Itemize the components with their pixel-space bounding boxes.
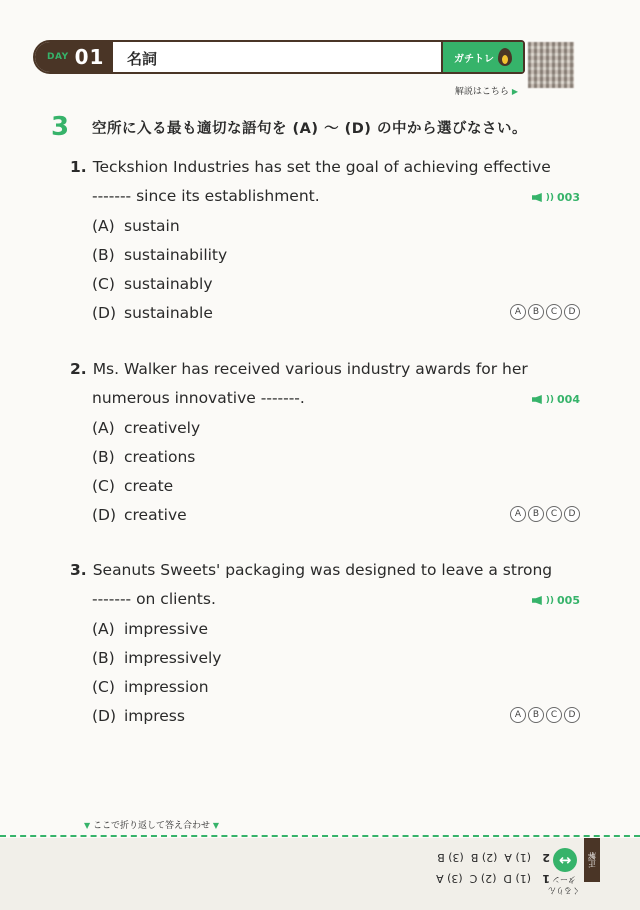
option-b: (B) sustainability xyxy=(92,246,228,264)
audio-track[interactable] xyxy=(532,594,580,607)
day-number: 01 xyxy=(74,45,105,69)
day-badge xyxy=(35,42,113,72)
option-d: (D) sustainable xyxy=(92,304,213,322)
audio-track[interactable] xyxy=(532,393,580,406)
sound-waves-icon: )) xyxy=(545,394,555,405)
day-header xyxy=(33,40,525,74)
gachi-label: ガチトレ xyxy=(454,53,494,65)
bubble-c[interactable]: C xyxy=(546,304,562,320)
option-c: (C) create xyxy=(92,477,174,495)
fire-icon xyxy=(498,48,512,66)
question-number: 3. xyxy=(70,561,87,579)
option-d: (D) creative xyxy=(92,506,187,524)
speaker-icon xyxy=(532,596,542,605)
sound-waves-icon: )) xyxy=(545,192,555,203)
bubble-d[interactable]: D xyxy=(564,707,580,723)
option-b: (B) creations xyxy=(92,448,196,466)
question-text: Ms. Walker has received various industry awards for her xyxy=(92,360,528,378)
question-line2: numerous innovative -------. xyxy=(92,389,305,407)
bubble-b[interactable]: B xyxy=(528,506,544,522)
day-label: DAY xyxy=(47,52,69,62)
option-a: (A) sustain xyxy=(92,217,180,235)
answer-row: 1 (1) D (2) C (3) A xyxy=(436,872,550,885)
bubble-a[interactable]: A xyxy=(510,304,526,320)
sound-waves-icon: )) xyxy=(545,595,555,606)
option-c: (C) sustainably xyxy=(92,275,213,293)
option-a: (A) creatively xyxy=(92,419,201,437)
question-line1 xyxy=(70,158,551,176)
speaker-icon xyxy=(532,395,542,404)
bubble-d[interactable]: D xyxy=(564,304,580,320)
bubble-a[interactable]: A xyxy=(510,707,526,723)
option-d: (D) impress xyxy=(92,707,185,725)
flip-arrows-icon: ↔ xyxy=(553,848,577,872)
answer-side-tab: 正解 xyxy=(584,838,600,882)
answer-row: 2 (1) A (2) B (3) B xyxy=(437,851,550,864)
bubble-b[interactable]: B xyxy=(528,304,544,320)
question-text: Seanuts Sweets' packaging was designed to leave a strong xyxy=(92,561,553,579)
audio-track-number: 005 xyxy=(557,594,580,607)
fold-note-text: ここで折り返して答え合わせ xyxy=(93,821,211,831)
section-instruction: 空所に入る最も適切な語句を (A) ～ (D) の中から選びなさい。 xyxy=(92,121,527,137)
bubble-c[interactable]: C xyxy=(546,707,562,723)
bubble-b[interactable]: B xyxy=(528,707,544,723)
speaker-icon xyxy=(532,193,542,202)
question-line2: ------- on clients. xyxy=(92,590,216,608)
fold-dashed-line xyxy=(0,835,640,837)
answer-bubbles xyxy=(510,707,580,723)
answer-bubbles xyxy=(510,304,580,320)
bubble-a[interactable]: A xyxy=(510,506,526,522)
question-line2: ------- since its establishment. xyxy=(92,187,320,205)
question-number: 1. xyxy=(70,158,87,176)
question-line1 xyxy=(70,360,528,378)
triangle-down-icon: ▼ xyxy=(84,821,91,830)
question-line1 xyxy=(70,561,552,579)
bubble-c[interactable]: C xyxy=(546,506,562,522)
section-number: 3 xyxy=(51,112,70,142)
triangle-down-icon: ▼ xyxy=(212,821,220,830)
explanation-link[interactable] xyxy=(455,84,518,97)
bubble-d[interactable]: D xyxy=(564,506,580,522)
audio-track[interactable] xyxy=(532,191,580,204)
flip-label: くるりんターン xyxy=(548,875,580,895)
question-text: Teckshion Industries has set the goal of achieving effective xyxy=(92,158,551,176)
chapter-title: 名詞 xyxy=(127,50,158,68)
option-a: (A) impressive xyxy=(92,620,208,638)
audio-track-number: 003 xyxy=(557,191,580,204)
gachi-training-badge xyxy=(441,42,523,72)
option-c: (C) impression xyxy=(92,678,209,696)
answer-bubbles xyxy=(510,506,580,522)
qr-code[interactable] xyxy=(528,42,574,88)
triangle-right-icon: ▶ xyxy=(511,87,518,96)
answer-key xyxy=(418,845,550,889)
option-b: (B) impressively xyxy=(92,649,222,667)
audio-track-number: 004 xyxy=(557,393,580,406)
explanation-link-label: 解説はこちら xyxy=(454,87,509,97)
fold-note xyxy=(84,818,219,831)
question-number: 2. xyxy=(70,360,87,378)
